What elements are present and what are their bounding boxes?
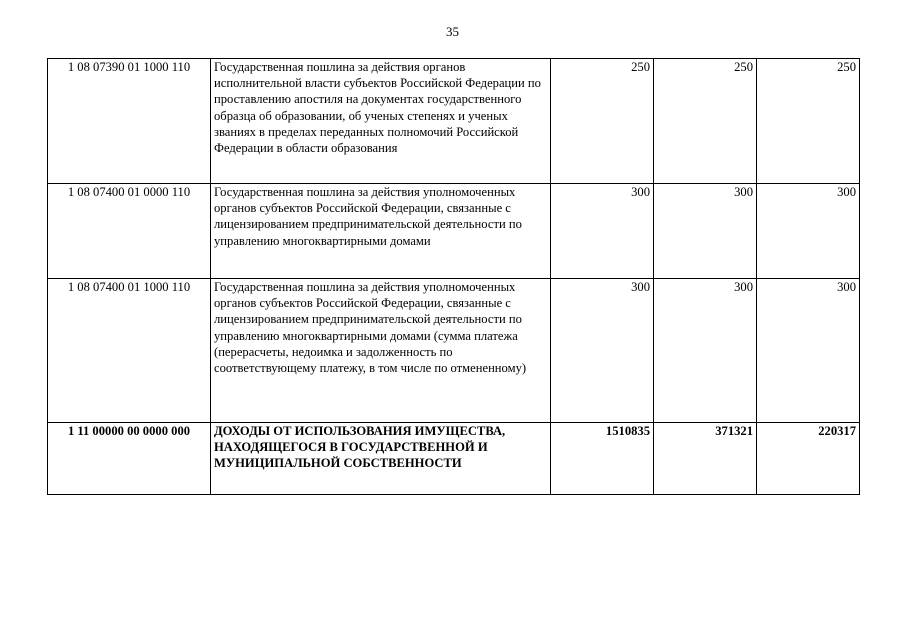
revenue-code: 1 08 07400 01 1000 110: [48, 279, 211, 423]
revenue-name: Государственная пошлина за действия уполномоченных органов субъектов Российской Федерации, связанные с лицензированием предпринимательской деятельности по управлению многоквартирными домами (сумма платежа (перерасчеты, недоимка и задолженность по соответствующему платежу, в том числе по отмененному): [211, 279, 551, 423]
page-number: 35: [446, 24, 459, 39]
value-col-1: 300: [551, 279, 654, 423]
table-row: [48, 59, 860, 184]
revenue-name: ДОХОДЫ ОТ ИСПОЛЬЗОВАНИЯ ИМУЩЕСТВА, НАХОДЯЩЕГОСЯ В ГОСУДАРСТВЕННОЙ И МУНИЦИПАЛЬНОЙ СОБСТВЕННОСТИ: [211, 423, 551, 495]
value-col-3: 300: [757, 184, 860, 279]
value-col-2: 300: [654, 279, 757, 423]
revenue-code: 1 08 07390 01 1000 110: [48, 59, 211, 184]
table-row: [48, 184, 860, 279]
table-row: [48, 279, 860, 423]
revenue-table: [47, 58, 860, 495]
revenue-code: 1 11 00000 00 0000 000: [48, 423, 211, 495]
value-col-1: 250: [551, 59, 654, 184]
value-col-1: 300: [551, 184, 654, 279]
table-row: [48, 423, 860, 495]
value-col-2: 371321: [654, 423, 757, 495]
value-col-3: 250: [757, 59, 860, 184]
revenue-code: 1 08 07400 01 0000 110: [48, 184, 211, 279]
value-col-1: 1510835: [551, 423, 654, 495]
value-col-3: 300: [757, 279, 860, 423]
value-col-3: 220317: [757, 423, 860, 495]
revenue-name: Государственная пошлина за действия органов исполнительной власти субъектов Российской Федерации по проставлению апостиля на документах государственного образца об образовании, об ученых степенях и ученых званиях в пределах переданных полномочий Российской Федерации в области образования: [211, 59, 551, 184]
value-col-2: 300: [654, 184, 757, 279]
value-col-2: 250: [654, 59, 757, 184]
revenue-name: Государственная пошлина за действия уполномоченных органов субъектов Российской Федерации, связанные с лицензированием предпринимательской деятельности по управлению многоквартирными домами: [211, 184, 551, 279]
